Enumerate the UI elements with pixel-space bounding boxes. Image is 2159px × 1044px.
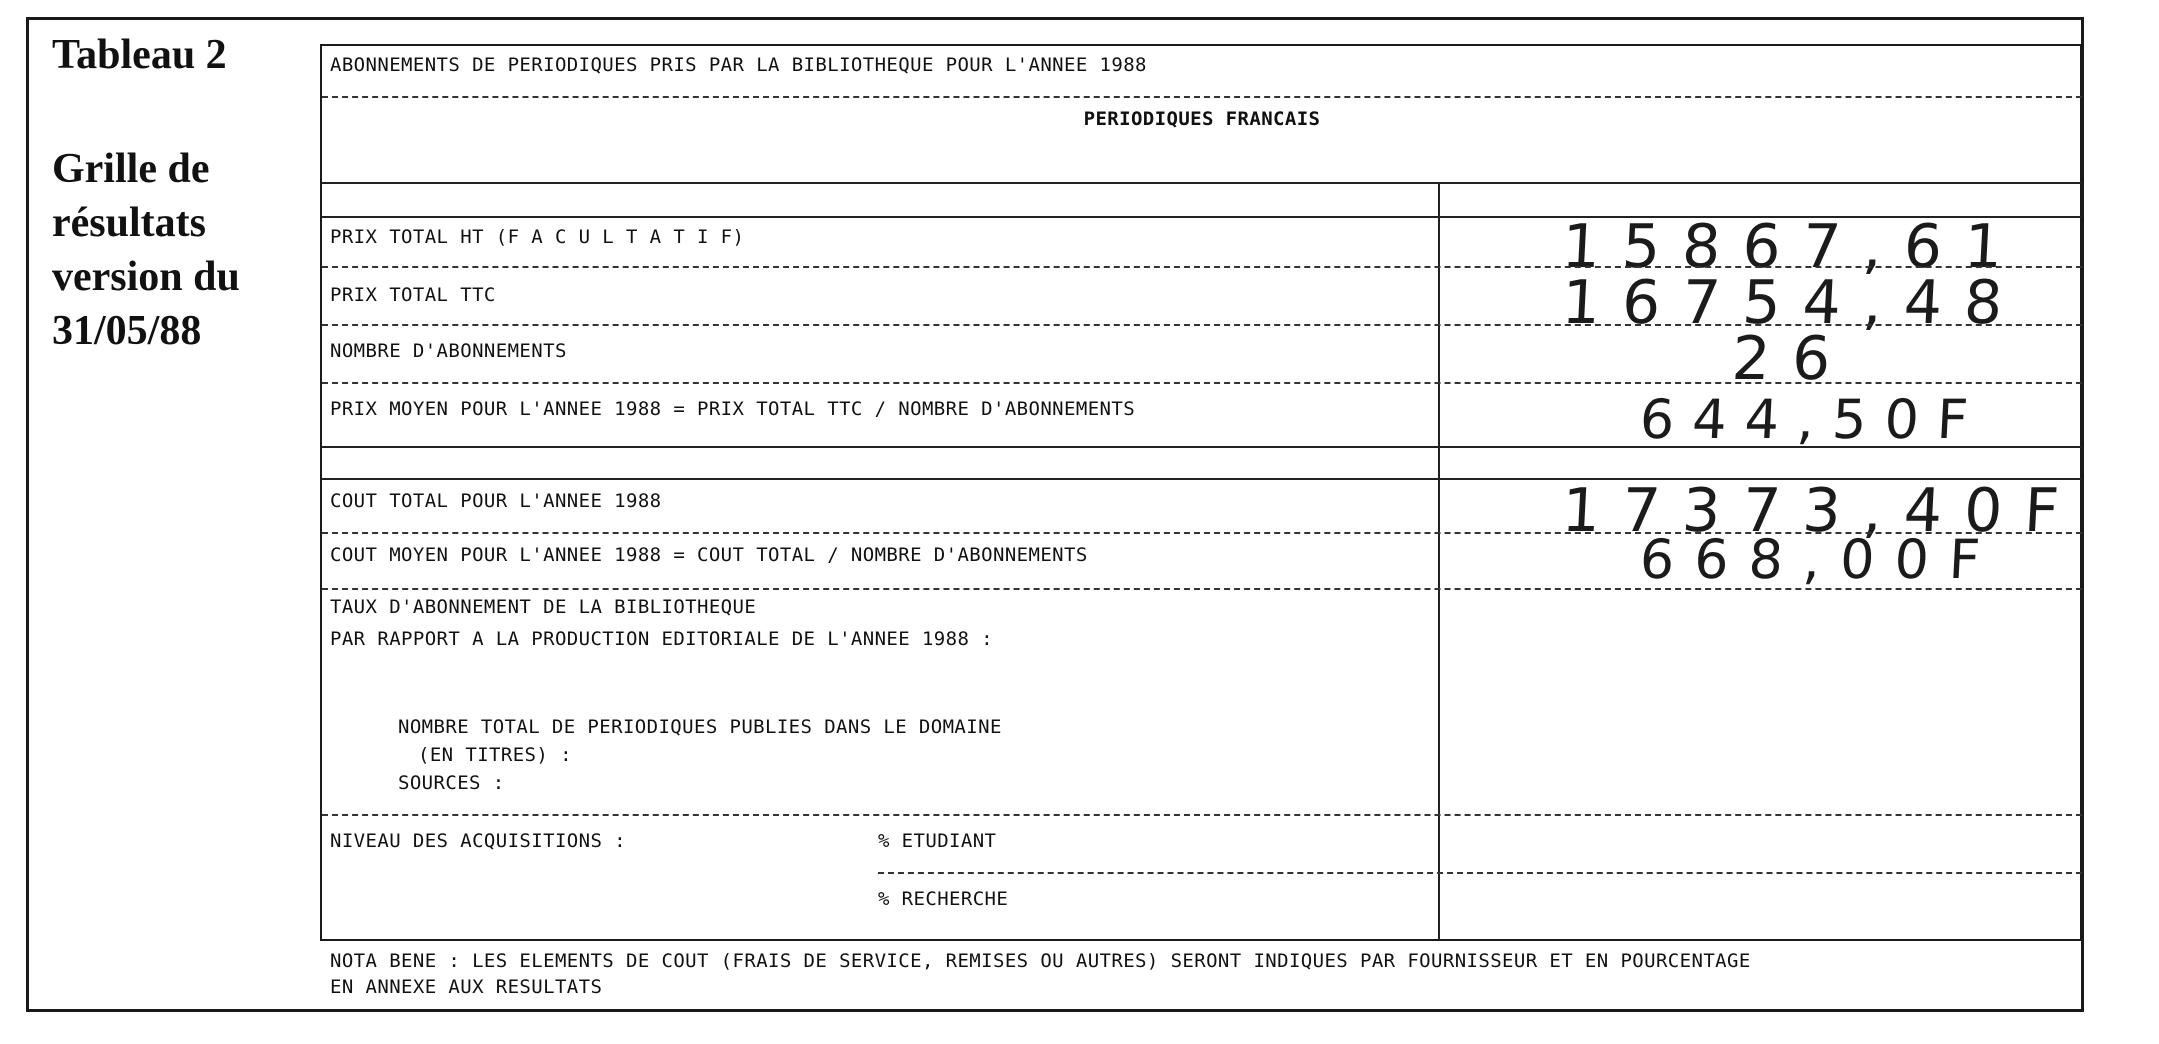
prix-ht-value: 15867,61 — [1560, 212, 2027, 282]
form-subheader: PERIODIQUES FRANCAIS — [1083, 108, 1321, 130]
taux-line-2: PAR RAPPORT A LA PRODUCTION EDITORIALE DE L'ANNEE 1988 : — [330, 628, 993, 650]
caption-line-1: Grille de — [52, 146, 210, 192]
taux-line-5: SOURCES : — [398, 772, 505, 794]
prix-ttc-label: PRIX TOTAL TTC — [330, 284, 496, 306]
column-divider — [1438, 182, 1440, 940]
cout-moyen-label: COUT MOYEN POUR L'ANNEE 1988 = COUT TOTAL / NOMBRE D'ABONNEMENTS — [330, 544, 1088, 566]
etudiant-label: % ETUDIANT — [878, 830, 997, 852]
prix-ttc-value: 16754,48 — [1560, 268, 2027, 338]
niveau-label: NIVEAU DES ACQUISITIONS : — [330, 830, 626, 852]
results-form — [320, 44, 2082, 941]
section-rule — [322, 182, 2082, 184]
divider — [322, 588, 2082, 590]
caption-line-2: résultats — [52, 200, 206, 246]
nb-abonnements-value: 26 — [1730, 324, 1855, 394]
section-rule — [322, 446, 2082, 448]
table-label: Tableau 2 — [52, 32, 227, 78]
divider — [322, 382, 2082, 384]
taux-line-1: TAUX D'ABONNEMENT DE LA BIBLIOTHEQUE — [330, 596, 757, 618]
divider — [322, 96, 2082, 98]
cout-total-label: COUT TOTAL POUR L'ANNEE 1988 — [330, 490, 662, 512]
nota-line-1: NOTA BENE : LES ELEMENTS DE COUT (FRAIS DE SERVICE, REMISES OU AUTRES) SERONT INDIQUES PAR FOURNISSEUR ET EN POURCENTAGE — [330, 950, 1751, 972]
recherche-label: % RECHERCHE — [878, 888, 1009, 910]
nb-abonnements-label: NOMBRE D'ABONNEMENTS — [330, 340, 567, 362]
taux-line-4: (EN TITRES) : — [418, 744, 572, 766]
divider — [878, 872, 2082, 874]
prix-moyen-value: 644,50F — [1638, 388, 1988, 451]
caption-line-4: 31/05/88 — [52, 308, 202, 354]
cout-total-value: 17373,40F — [1560, 476, 2083, 546]
cout-moyen-value: 668,00F — [1638, 528, 2002, 591]
prix-moyen-label: PRIX MOYEN POUR L'ANNEE 1988 = PRIX TOTAL TTC / NOMBRE D'ABONNEMENTS — [330, 398, 1136, 420]
divider — [322, 814, 2082, 816]
caption-line-3: version du — [52, 254, 240, 300]
prix-ht-label: PRIX TOTAL HT (F A C U L T A T I F) — [330, 226, 745, 248]
taux-line-3: NOMBRE TOTAL DE PERIODIQUES PUBLIES DANS LE DOMAINE — [398, 716, 1002, 738]
form-header: ABONNEMENTS DE PERIODIQUES PRIS PAR LA BIBLIOTHEQUE POUR L'ANNEE 1988 — [330, 54, 1147, 76]
nota-line-2: EN ANNEXE AUX RESULTATS — [330, 976, 603, 998]
